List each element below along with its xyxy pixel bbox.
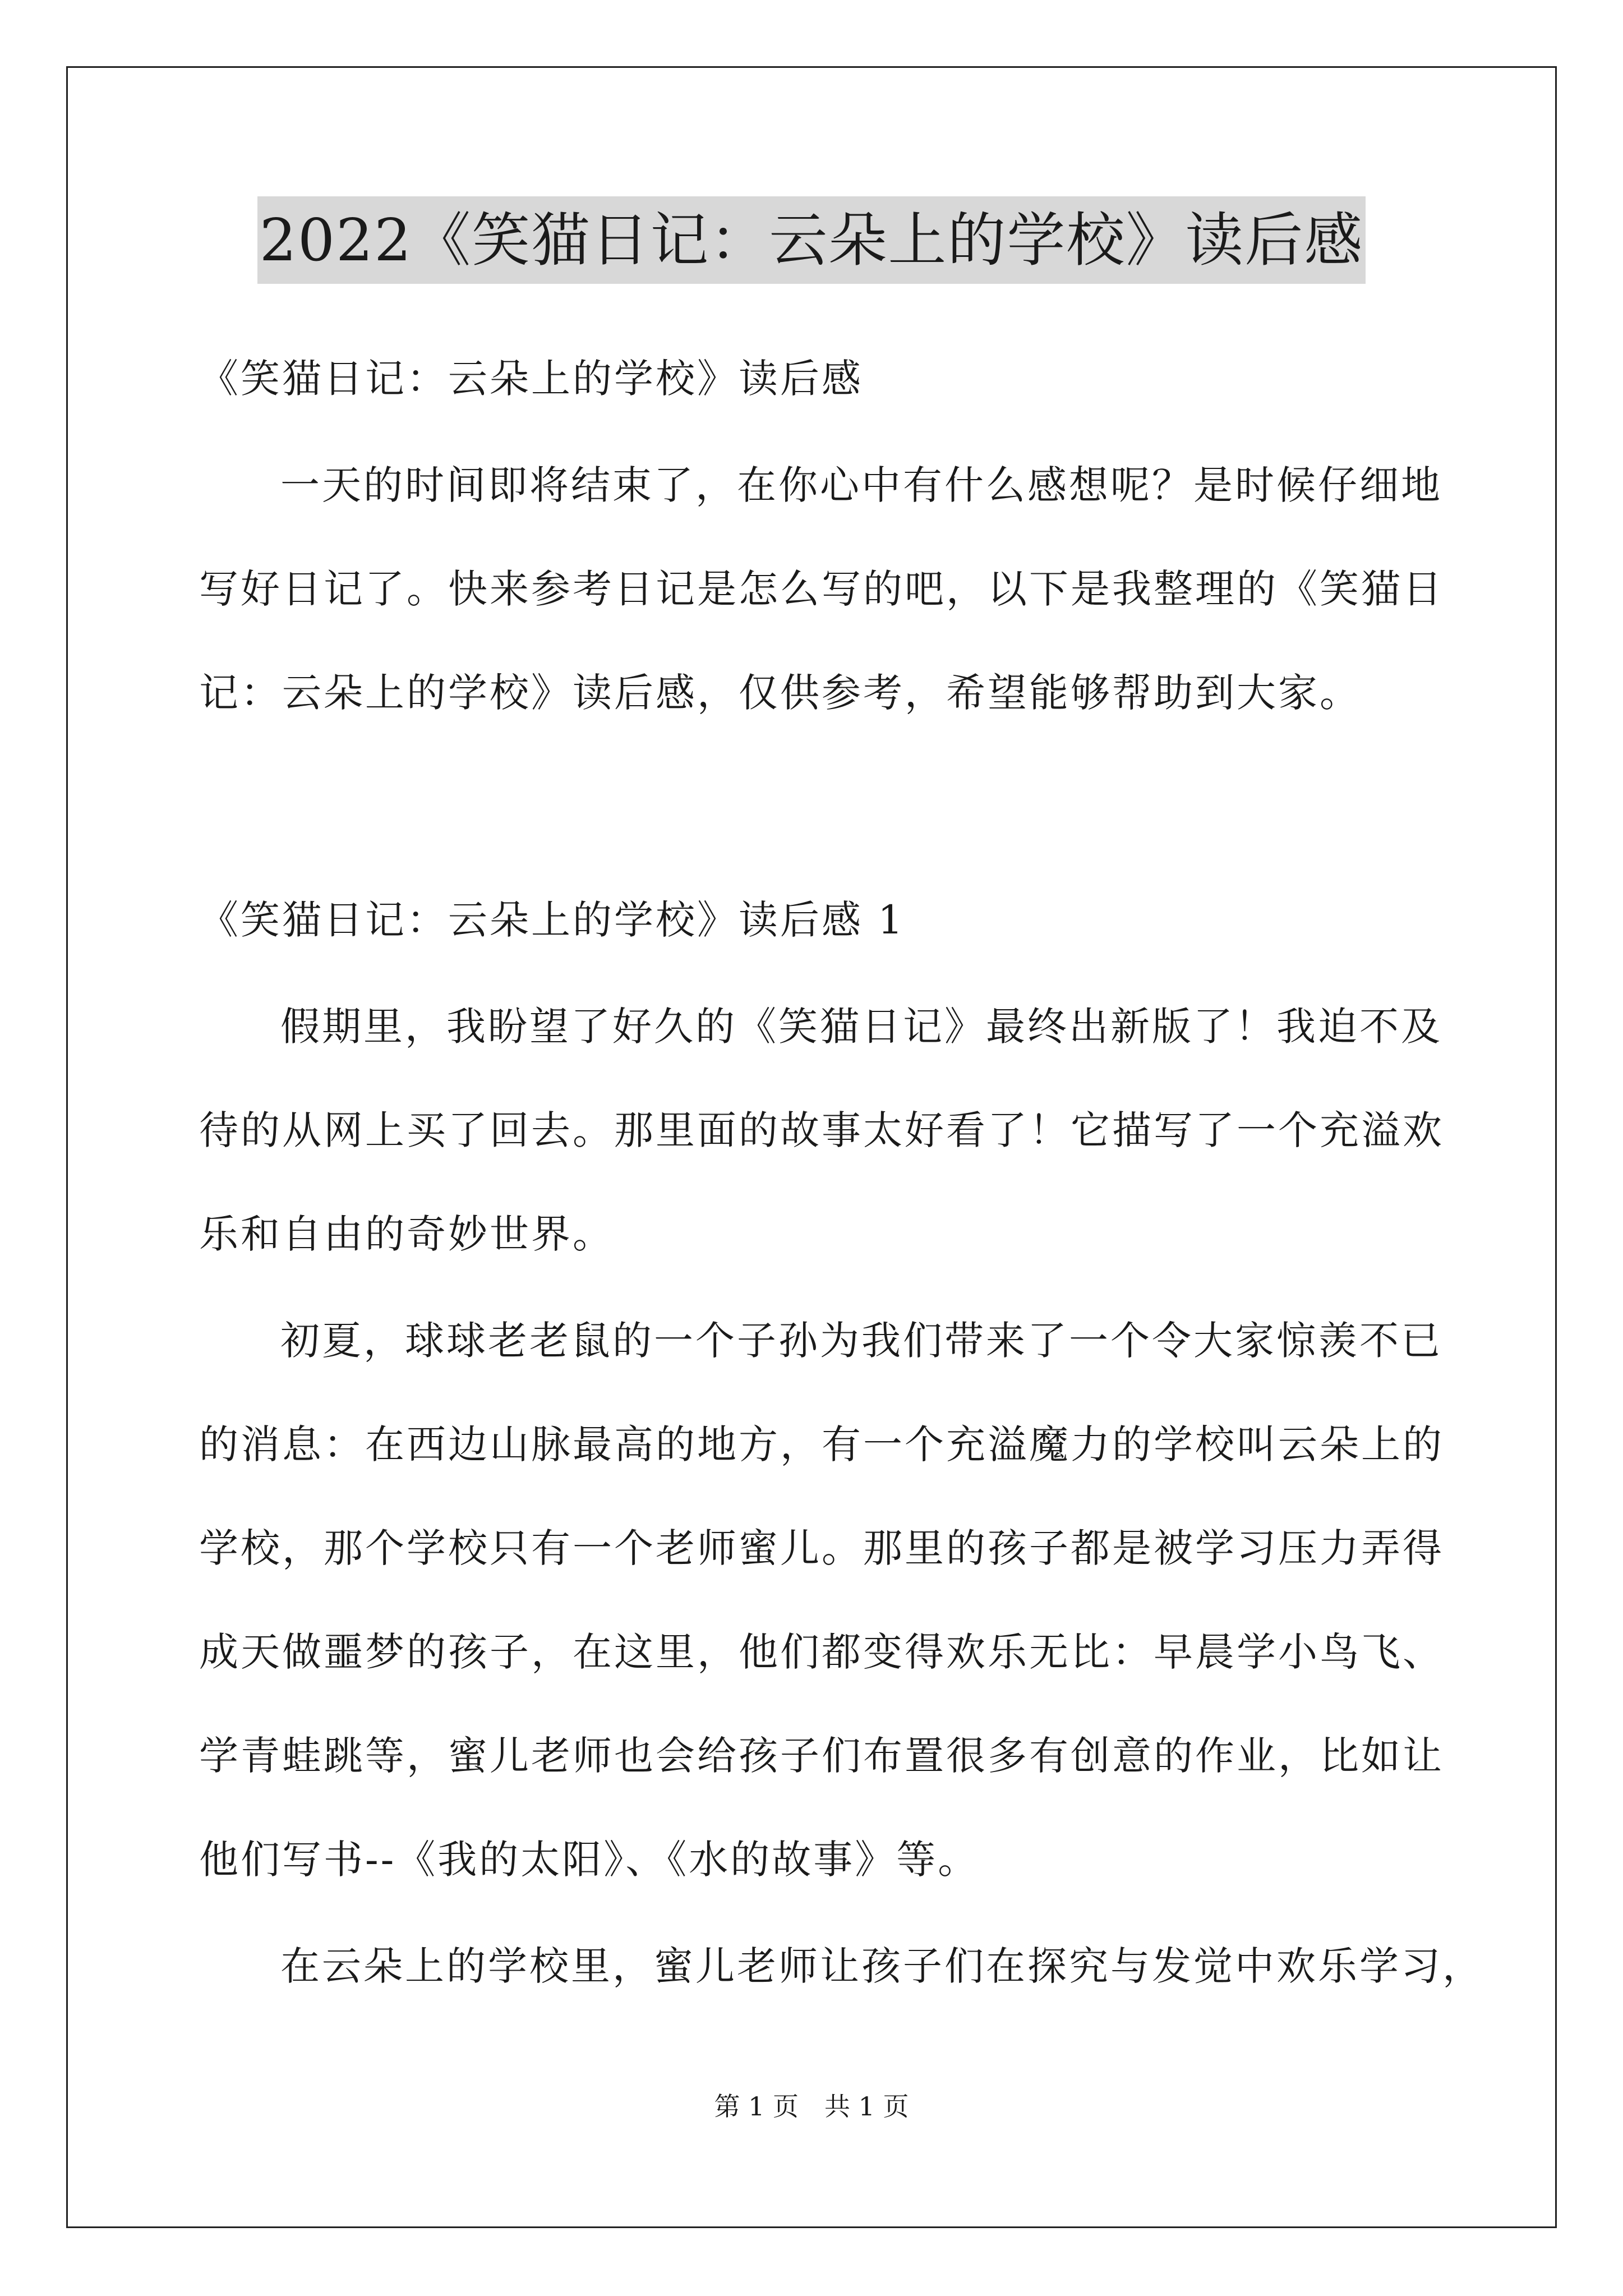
para2-line-5: 学青蛙跳等，蜜儿老师也会给孩子们布置很多有创意的作业，比如让 [199, 1733, 1444, 1779]
title-container [0, 196, 1623, 284]
intro-line-2: 写好日记了。快来参考日记是怎么写的吧，以下是我整理的《笑猫日 [199, 566, 1444, 612]
para1-line-2: 待的从网上买了回去。那里面的故事太好看了！它描写了一个充溢欢 [199, 1107, 1444, 1153]
intro-line-3: 记：云朵上的学校》读后感，仅供参考，希望能够帮助到大家。 [199, 670, 1361, 716]
page-footer: 第 1 页 共 1 页 [714, 2091, 909, 2122]
intro-line-1: 一天的时间即将结束了，在你心中有什么感想呢？是时候仔细地 [280, 462, 1442, 508]
para3-line-1: 在云朵上的学校里，蜜儿老师让孩子们在探究与发觉中欢乐学习， [280, 1943, 1484, 1989]
para1-line-3: 乐和自由的奇妙世界。 [199, 1211, 614, 1257]
subtitle: 《笑猫日记：云朵上的学校》读后感 [199, 356, 863, 402]
section-heading: 《笑猫日记：云朵上的学校》读后感 1 [199, 897, 905, 943]
para2-line-1: 初夏，球球老老鼠的一个子孙为我们带来了一个令大家惊羡不已 [280, 1318, 1442, 1364]
para2-line-6: 他们写书--《我的太阳》、《水的故事》等。 [199, 1837, 980, 1883]
document-title: 2022《笑猫日记：云朵上的学校》读后感 [257, 196, 1366, 284]
para1-line-1: 假期里，我盼望了好久的《笑猫日记》最终出新版了！我迫不及 [280, 1004, 1442, 1050]
para2-line-2: 的消息：在西边山脉最高的地方，有一个充溢魔力的学校叫云朵上的 [199, 1421, 1444, 1467]
para2-line-4: 成天做噩梦的孩子，在这里，他们都变得欢乐无比：早晨学小鸟飞、 [199, 1629, 1444, 1675]
para2-line-3: 学校，那个学校只有一个老师蜜儿。那里的孩子都是被学习压力弄得 [199, 1525, 1444, 1571]
